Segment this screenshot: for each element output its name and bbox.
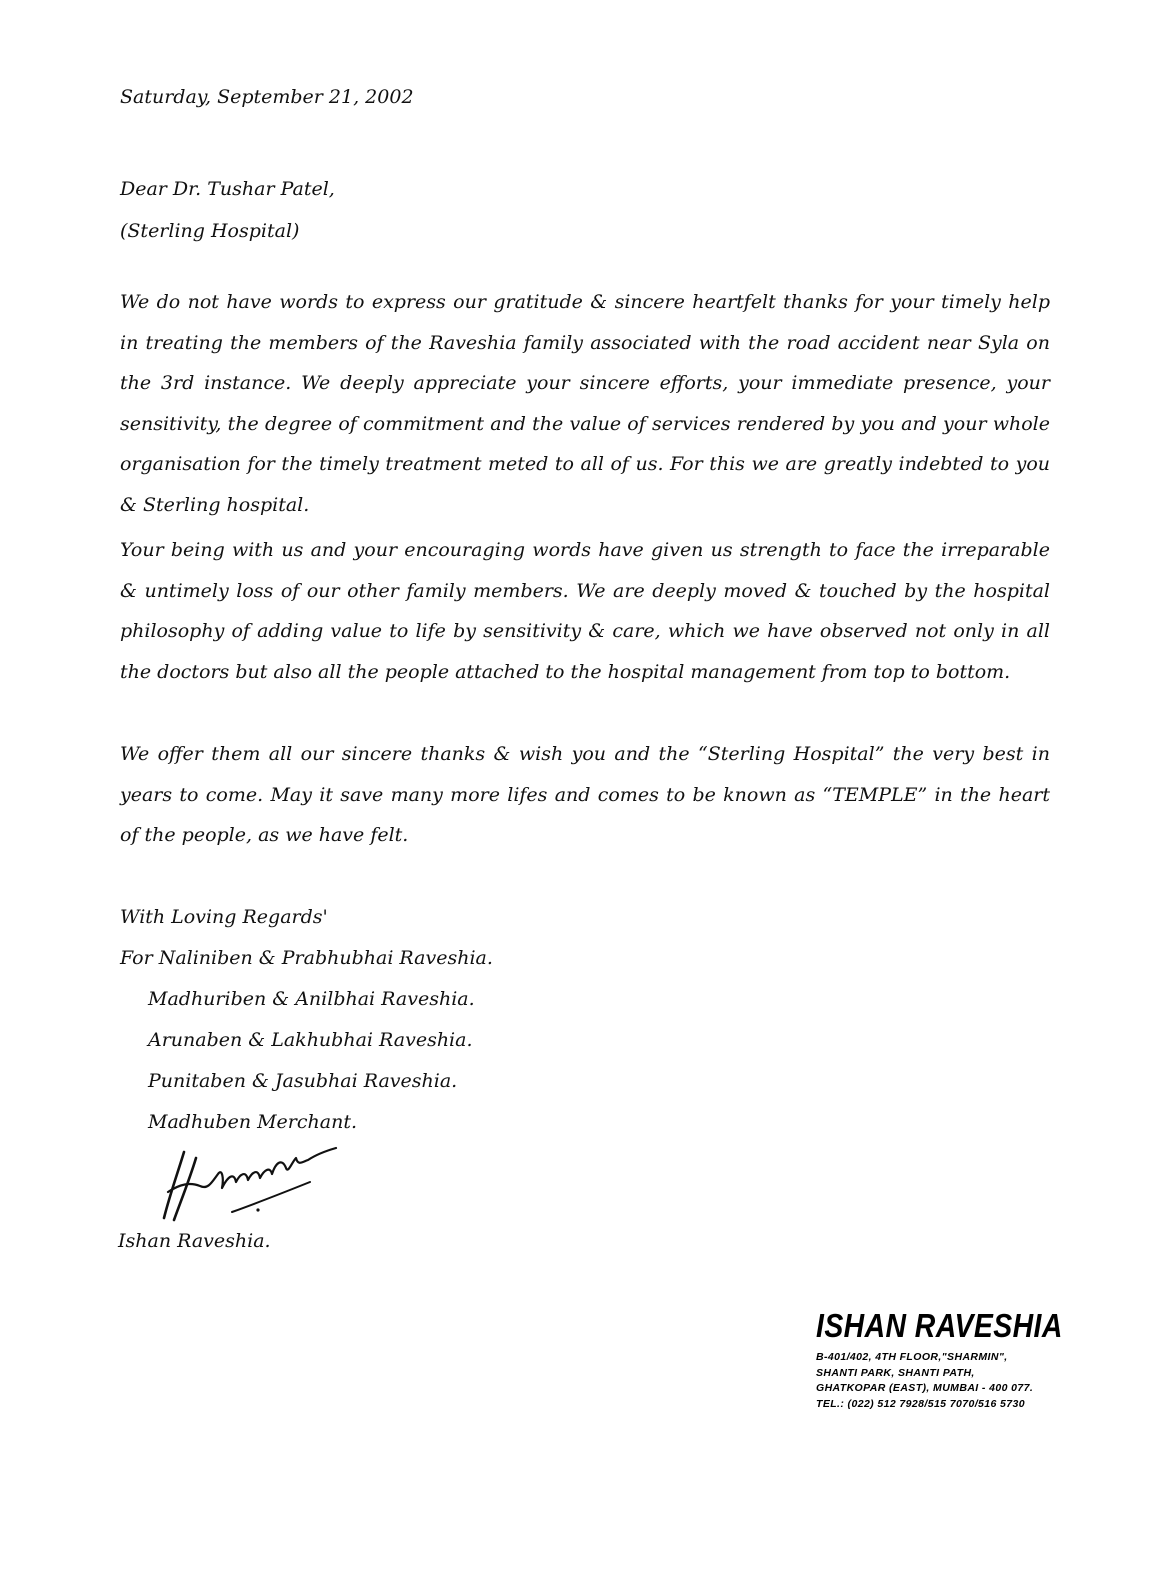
closing-name: Madhuriben & Anilbhai Raveshia. bbox=[148, 988, 475, 1010]
letterhead-phone: TEL.: (022) 512 7928/515 7070/516 5730 bbox=[816, 1397, 1026, 1410]
recipient-greeting: Dear Dr. Tushar Patel, bbox=[120, 178, 335, 200]
letterhead-name: ISHAN RAVESHIA bbox=[816, 1307, 1063, 1344]
letter-date: Saturday, September 21, 2002 bbox=[120, 86, 414, 108]
signer-name: Ishan Raveshia. bbox=[118, 1230, 271, 1252]
recipient-organisation: (Sterling Hospital) bbox=[120, 220, 300, 242]
closing-name: Punitaben & Jasubhai Raveshia. bbox=[148, 1070, 458, 1092]
letterhead bbox=[816, 1306, 1063, 1412]
letterhead-address-line: GHATKOPAR (EAST), MUMBAI - 400 077. bbox=[816, 1382, 1034, 1394]
closing-for-line: For Naliniben & Prabhubhai Raveshia. bbox=[120, 947, 493, 969]
closing-name: Madhuben Merchant. bbox=[148, 1111, 357, 1133]
body-paragraph-3: We offer them all our sincere thanks & wish you and the “Sterling Hospital” the very best in years to come. May it save many more lifes and comes to be known as “TEMPLE” in the heart of the people, as we have felt. bbox=[120, 743, 1050, 846]
closing-block bbox=[120, 897, 493, 1143]
salutation bbox=[120, 168, 335, 252]
handwritten-signature bbox=[160, 1132, 350, 1232]
closing-name: Arunaben & Lakhubhai Raveshia. bbox=[148, 1029, 473, 1051]
letterhead-address bbox=[816, 1350, 1056, 1412]
body-paragraph-2: Your being with us and your encouraging words have given us strength to face the irreparable & untimely loss of our other family members. We are deeply moved & touched by the hospital philosophy of adding value to life by sensitivity & care, which we have observed not only in all the doctors but also all the people attached to the hospital management from top to bottom. bbox=[120, 539, 1050, 683]
letterhead-address-line: SHANTI PARK, SHANTI PATH, bbox=[816, 1366, 975, 1379]
closing-regards: With Loving Regards' bbox=[120, 906, 328, 928]
letterhead-address-line: B-401/402, 4TH FLOOR,"SHARMIN", bbox=[816, 1351, 1008, 1363]
body-paragraph-1: We do not have words to express our gratitude & sincere heartfelt thanks for your timely help in treating the members of the Raveshia family associated with the road accident near Syla on the 3rd instance. We deeply appreciate your sincere efforts, your immediate presence, your sensitivity, the degree of commitment and the value of services rendered by you and your whole organisation for the timely treatment meted to all of us. For this we are greatly indebted to you & Sterling hospital. bbox=[120, 291, 1050, 516]
